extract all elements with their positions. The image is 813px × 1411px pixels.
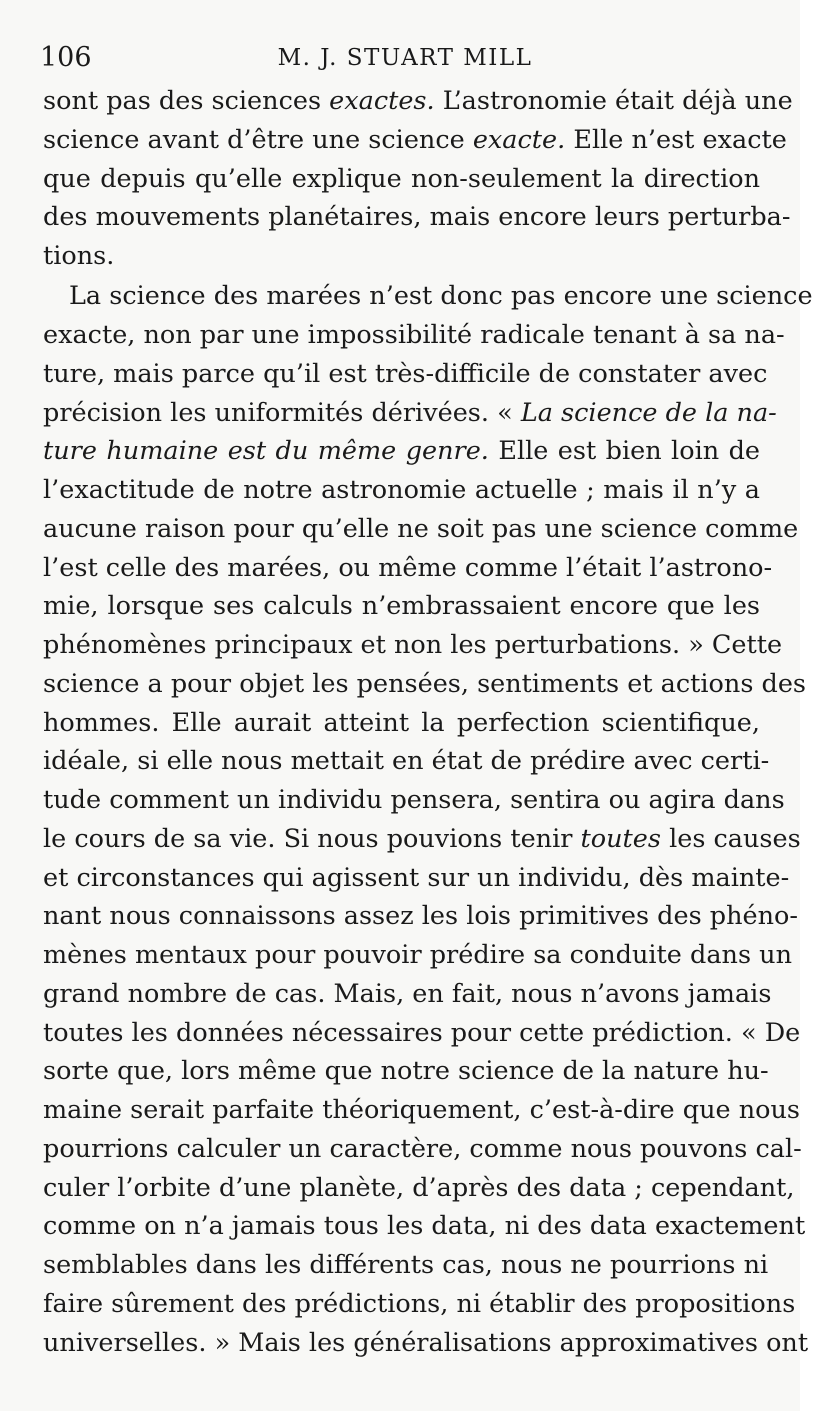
text-segment: exacte, non par une impossibilité radicale tenant à sa na-: [43, 320, 785, 350]
text-segment: toutes les données nécessaires pour cette prédiction. « De: [43, 1017, 801, 1048]
text-segment: que depuis qu’elle explique non-seulement la direction: [43, 163, 760, 194]
text-segment: phénomènes principaux et non les perturbations. » Cette: [43, 630, 783, 660]
italic-segment: ture humaine est du même genre.: [43, 436, 489, 467]
text-segment: ture, mais parce qu’il est très-difficile de constater avec: [43, 358, 768, 389]
text-line: [43, 237, 760, 276]
text-segment: universelles. » Mais les généralisations approximatives ont: [43, 1327, 809, 1358]
italic-segment: exacte.: [472, 124, 566, 155]
text-segment: mie, lorsque ses calculs n’embrassaient encore que les: [43, 591, 760, 622]
text-segment: et circonstances qui agissent sur un individu, dès mainte-: [43, 862, 790, 893]
text-segment: Elle n’est exacte: [565, 124, 787, 155]
text-segment: tude comment un individu pensera, sentira ou agira dans: [43, 785, 785, 815]
text-segment: tions.: [43, 241, 115, 271]
text-line: [43, 742, 770, 781]
text-segment: semblables dans les différents cas, nous ne pourrions ni: [43, 1250, 769, 1280]
text-segment: comme on n’a jamais tous les data, ni des data exactement: [43, 1211, 806, 1242]
text-segment: idéale, si elle nous mettait en état de prédire avec certi-: [43, 746, 770, 777]
italic-segment: La science de la na-: [520, 397, 777, 428]
text-line: [43, 82, 793, 121]
text-segment: sont pas des sciences: [43, 86, 330, 116]
text-segment: sorte que, lors même que notre science de la nature hu-: [43, 1056, 769, 1087]
text-segment: nant nous connaissons assez les lois primitives des phéno-: [43, 901, 799, 932]
text-line: [43, 936, 792, 975]
text-line: [43, 1169, 795, 1208]
text-line: [43, 121, 787, 160]
text-line: [43, 198, 791, 237]
text-line: [43, 1324, 809, 1363]
text-segment: les causes: [660, 823, 801, 854]
text-segment: le cours de sa vie. Si nous pouvions tenir: [43, 823, 581, 854]
text-segment: l’est celle des marées, ou même comme l’était l’astrono-: [43, 552, 773, 583]
text-segment: aucune raison pour qu’elle ne soit pas une science comme: [43, 513, 799, 544]
text-line: [43, 471, 760, 510]
text-segment: l’exactitude de notre astronomie actuelle ; mais il n’y a: [43, 475, 760, 505]
text-line: [43, 820, 801, 859]
text-segment: culer l’orbite d’une planète, d’après des data ; cependant,: [43, 1172, 795, 1203]
text-line: [43, 1091, 800, 1130]
text-segment: science avant d’être une science: [43, 124, 473, 155]
text-line: [43, 1052, 769, 1091]
text-line: [43, 316, 785, 355]
page-number: 106: [40, 42, 92, 73]
italic-segment: toutes: [580, 823, 661, 854]
text-line: [43, 1207, 806, 1246]
running-head: M. J. STUART MILL: [277, 45, 533, 71]
text-segment: des mouvements planétaires, mais encore leurs perturba-: [43, 202, 791, 233]
text-line: [43, 1130, 802, 1169]
text-line: [43, 549, 773, 588]
text-line: [43, 704, 760, 743]
text-line: [43, 975, 772, 1014]
text-segment: grand nombre de cas. Mais, en fait, nous n’avons jamais: [43, 978, 772, 1009]
text-segment: pourrions calculer un caractère, comme nous pouvons cal-: [43, 1133, 802, 1164]
text-line: [43, 1246, 769, 1285]
text-segment: faire sûrement des prédictions, ni établir des propositions: [43, 1288, 796, 1319]
text-line: [43, 394, 777, 433]
text-line: [43, 510, 799, 549]
text-line: [43, 1285, 796, 1324]
text-line: [43, 665, 807, 704]
page-header: [40, 40, 760, 76]
text-line: [43, 781, 785, 820]
text-line: [43, 587, 760, 626]
text-segment: science a pour objet les pensées, sentiments et actions des: [43, 668, 807, 699]
text-line: [43, 160, 760, 199]
text-segment: L’astronomie était déjà une: [434, 86, 793, 116]
text-line: [43, 355, 768, 394]
text-line: [43, 626, 783, 665]
text-line: [43, 859, 790, 898]
text-line: [43, 1014, 801, 1053]
italic-segment: exactes.: [329, 86, 435, 116]
text-segment: Elle est bien loin de: [488, 436, 760, 467]
text-segment: mènes mentaux pour pouvoir prédire sa conduite dans un: [43, 940, 792, 970]
text-segment: précision les uniformités dérivées. «: [43, 397, 521, 428]
text-line: [43, 897, 799, 936]
body-text: [43, 82, 813, 1362]
text-line: [43, 432, 760, 471]
text-segment: La science des marées n’est donc pas encore une science: [69, 281, 813, 312]
text-segment: maine serait parfaite théoriquement, c’est-à-dire que nous: [43, 1095, 800, 1125]
text-segment: hommes. Elle aurait atteint la perfection scientifique,: [43, 707, 760, 738]
text-line: [43, 277, 813, 316]
